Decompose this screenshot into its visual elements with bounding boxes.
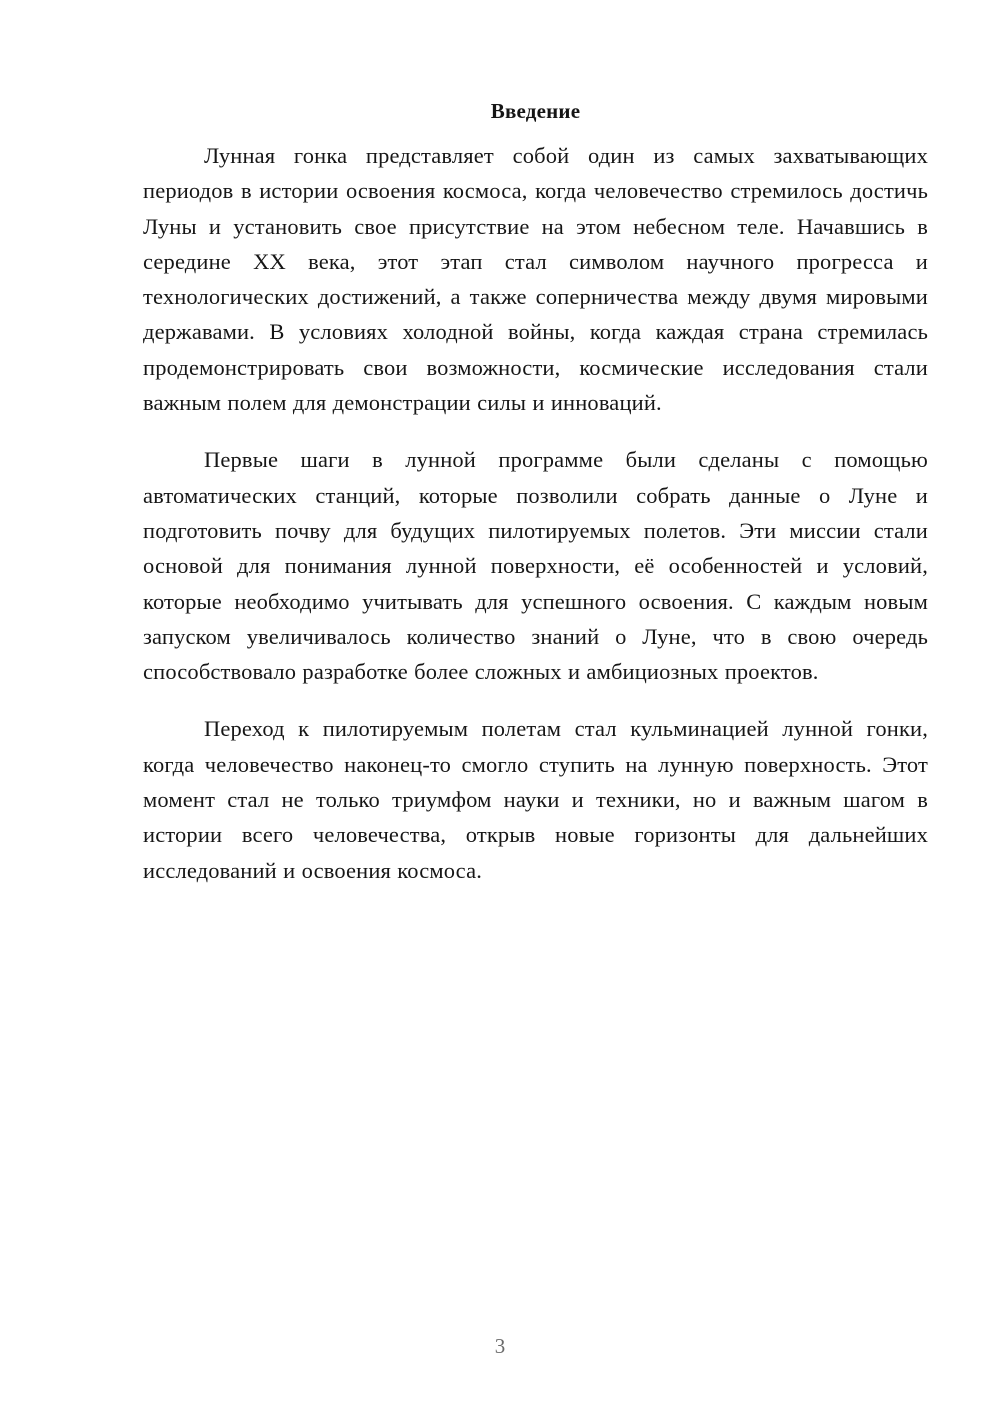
page-number: 3: [494, 1334, 506, 1358]
paragraph-2: Первые шаги в лунной программе были сделаны с помощью автоматических станций, которые позволили собрать данные о Луне и подготовить почву для будущих пилотируемых полетов. Эти миссии стали основой для понимания лунной поверхности, её особенностей и условий, которые необходимо учитывать для успешного освоения. С каждым новым запуском увеличивалось количество знаний о Луне, что в свою очередь способствовало разработке более сложных и амбициозных проектов.: [143, 447, 928, 685]
paragraph-1: Лунная гонка представляет собой один из самых захватывающих периодов в истории освоения космоса, когда человечество стремилось достичь Луны и установить свое присутствие на этом небесном теле. Начавшись в середине XX века, этот этап стал символом научного прогресса и технологических достижений, а также соперничества между двумя мировыми державами. В условиях холодной войны, когда каждая страна стремилась продемонстрировать свои возможности, космические исследования стали важным полем для демонстрации силы и инноваций.: [143, 143, 928, 416]
page-content: [143, 96, 928, 910]
section-heading: Введение: [490, 99, 581, 123]
paragraph-3: Переход к пилотируемым полетам стал кульминацией лунной гонки, когда человечество наконец-то смогло ступить на лунную поверхность. Этот момент стал не только триумфом науки и техники, но и важным шагом в истории всего человечества, открыв новые горизонты для дальнейших исследований и освоения космоса.: [143, 716, 928, 883]
